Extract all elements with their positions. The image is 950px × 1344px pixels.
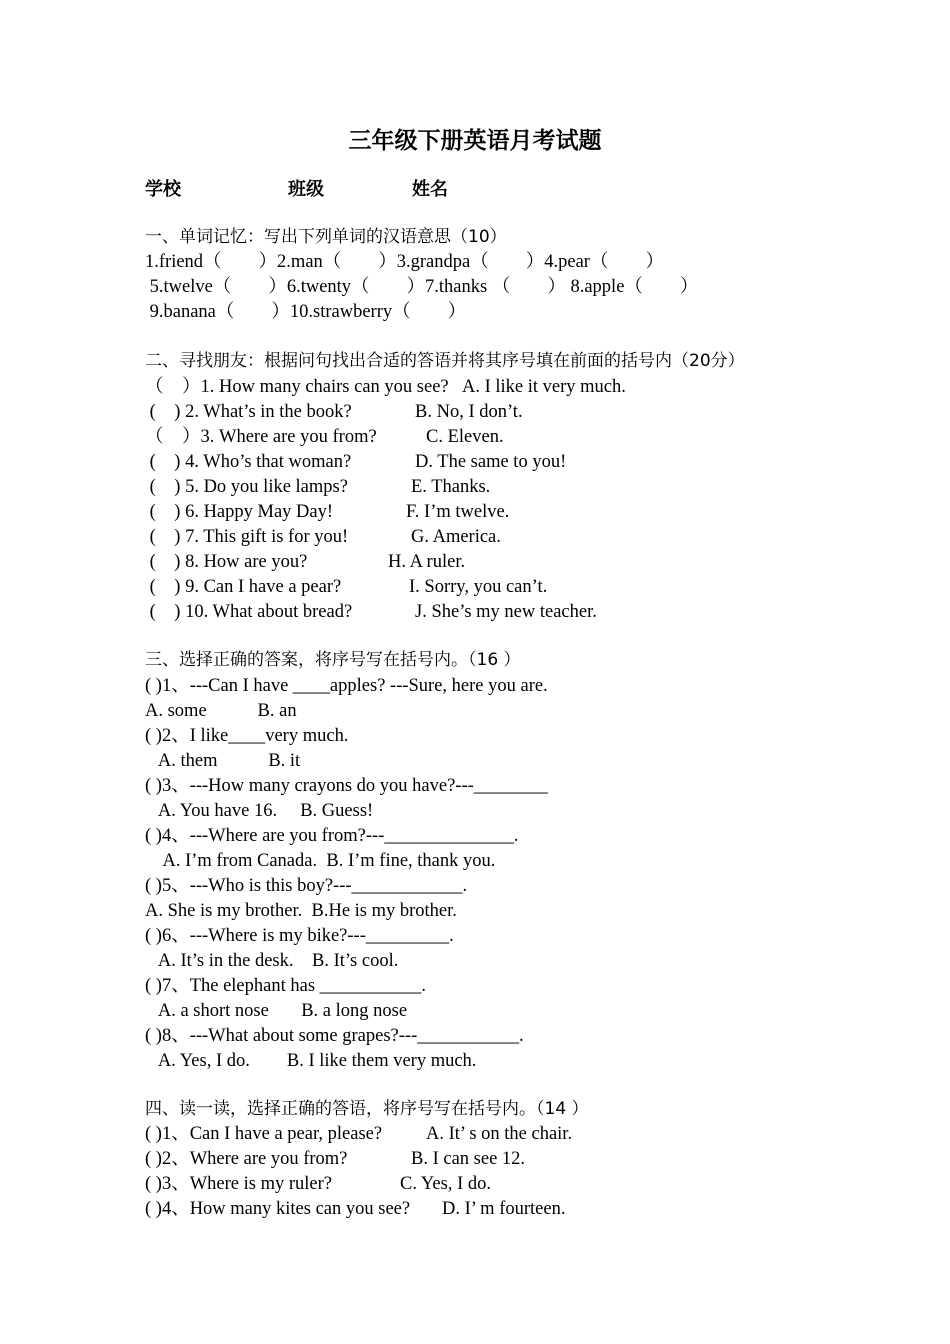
choice-line: ( )1、---Can I have ____apples? ---Sure, here you are. [145, 676, 548, 696]
choice-line: A. some B. an [145, 701, 297, 721]
choice-line: ( )5、---Who is this boy?---____________. [145, 876, 468, 896]
match-answer: A. I like it very much. [462, 377, 626, 397]
choice-line: A. She is my brother. B.He is my brother. [145, 901, 457, 921]
section1-heading: 一、单词记忆：写出下列单词的汉语意思（10） [145, 227, 507, 247]
read-question: ( )2、Where are you from? [145, 1149, 348, 1169]
choice-line: ( )8、---What about some grapes?---___________. [145, 1026, 524, 1046]
choice-line: A. I’m from Canada. B. I’m fine, thank you. [145, 851, 496, 871]
choice-line: A. You have 16. B. Guess! [145, 801, 374, 821]
choice-line: A. It’s in the desk. B. It’s cool. [145, 951, 399, 971]
read-answer: A. It’ s on the chair. [426, 1124, 573, 1144]
match-answer: H. A ruler. [388, 552, 466, 572]
match-answer: F. I’m twelve. [406, 502, 510, 522]
section1-line: 1.friend（ ）2.man（ ）3.grandpa（ ）4.pear（ ） [145, 252, 664, 272]
section2-heading: 二、寻找朋友：根据问句找出合适的答语并将其序号填在前面的括号内（20分） [145, 351, 745, 371]
match-answer: I. Sorry, you can’t. [409, 577, 548, 597]
choice-line: ( )4、---Where are you from?---______________. [145, 826, 519, 846]
section3-heading: 三、选择正确的答案，将序号写在括号内。（16 ） [145, 650, 521, 670]
section4-heading: 四、读一读，选择正确的答语，将序号写在括号内。（14 ） [145, 1099, 589, 1119]
match-answer: G. America. [411, 527, 501, 547]
match-question: ( ) 4. Who’s that woman? [145, 452, 352, 472]
match-question: ( ) 8. How are you? [145, 552, 308, 572]
read-answer: D. I’ m fourteen. [442, 1199, 566, 1219]
school-label: 学校 [145, 179, 181, 200]
section1-line: 9.banana（ ）10.strawberry（ ） [145, 302, 467, 322]
choice-line: ( )6、---Where is my bike?---_________. [145, 926, 454, 946]
class-label: 班级 [288, 179, 324, 200]
section1-line: 5.twelve（ ）6.twenty（ ）7.thanks （ ） 8.apple（ ） [145, 277, 699, 297]
match-answer: J. She’s my new teacher. [415, 602, 597, 622]
match-answer: D. The same to you! [415, 452, 567, 472]
read-answer: B. I can see 12. [411, 1149, 526, 1169]
choice-line: A. a short nose B. a long nose [145, 1001, 408, 1021]
name-label: 姓名 [412, 179, 448, 200]
page-title: 三年级下册英语月考试题 [348, 127, 602, 154]
choice-line: ( )2、I like____very much. [145, 726, 349, 746]
match-question: （ ）1. How many chairs can you see? [145, 377, 449, 397]
read-answer: C. Yes, I do. [400, 1174, 491, 1194]
read-question: ( )4、How many kites can you see? [145, 1199, 411, 1219]
match-answer: C. Eleven. [426, 427, 504, 447]
match-question: ( ) 2. What’s in the book? [145, 402, 352, 422]
read-question: ( )1、Can I have a pear, please? [145, 1124, 383, 1144]
match-question: ( ) 10. What about bread? [145, 602, 353, 622]
match-question: （ ）3. Where are you from? [145, 427, 377, 447]
choice-line: ( )7、The elephant has ___________. [145, 976, 427, 996]
read-question: ( )3、Where is my ruler? [145, 1174, 332, 1194]
choice-line: ( )3、---How many crayons do you have?---________ [145, 776, 548, 796]
match-question: ( ) 5. Do you like lamps? [145, 477, 348, 497]
match-question: ( ) 9. Can I have a pear? [145, 577, 342, 597]
choice-line: A. them B. it [145, 751, 301, 771]
match-question: ( ) 7. This gift is for you! [145, 527, 349, 547]
choice-line: A. Yes, I do. B. I like them very much. [145, 1051, 477, 1071]
match-answer: B. No, I don’t. [415, 402, 523, 422]
match-answer: E. Thanks. [411, 477, 491, 497]
match-question: ( ) 6. Happy May Day! [145, 502, 334, 522]
